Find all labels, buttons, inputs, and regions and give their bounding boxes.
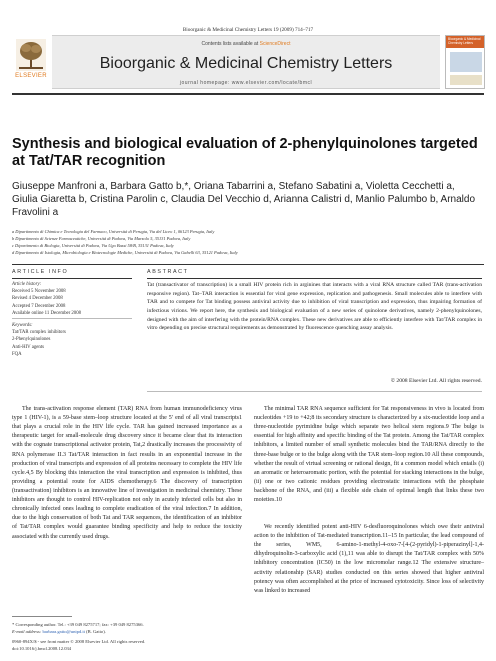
info-rule-top — [12, 264, 484, 265]
keyword-item: Anti-HIV agents — [12, 344, 45, 350]
author-email-link[interactable]: barbara.gatto@unipd.it — [42, 629, 85, 635]
header-rule — [12, 93, 484, 95]
corresponding-author-footnote — [12, 621, 242, 635]
keyword-item: FQA — [12, 351, 22, 357]
article-info-heading: ARTICLE INFO — [12, 269, 69, 275]
abstract-bottom-rule — [147, 391, 482, 392]
keyword-item: Tat/TAR complex inhibitors — [12, 330, 66, 336]
journal-cover-thumbnail — [445, 35, 485, 89]
abstract-heading: ABSTRACT — [147, 269, 189, 275]
abstract-copyright: © 2008 Elsevier Ltd. All rights reserved. — [390, 378, 482, 384]
footnote-author-line: * Corresponding author. Tel.: +39 049 8275717; fax: +39 049 8275366. — [12, 622, 144, 627]
footnote-rule — [12, 616, 72, 617]
elsevier-tree-icon — [16, 39, 46, 71]
keywords-rule — [12, 318, 132, 319]
abstract-rule — [147, 278, 482, 279]
history-online: Available online 11 December 2008 — [12, 310, 81, 316]
history-label: Article history: — [12, 282, 42, 287]
issn-line: 0960-894X/$ - see front matter © 2008 Elsevier Ltd. All rights reserved. — [12, 639, 146, 644]
affiliation-c: c Dipartimento di Biologia, Università di Padova, Via Ugo Bassi 58/B, 35131 Padova, Italy — [12, 243, 174, 249]
article-info-rule — [12, 278, 132, 279]
affiliations — [12, 228, 482, 256]
cover-title: Bioorganic & Medicinal Chemistry Letters — [448, 37, 481, 45]
abstract-text: Tat (transactivator of transcription) is a small HIV protein rich in arginines that interacts with a viral RNA structure called TAR (trans-activation responsive region). Tat–TAR interaction is essential for viral gene expression, replication and pathogenesis. Small molecules able to interfere with TAR and to compete for Tat binding possess antiviral activity due to inhibition of viral transcription and expression, thus impairing formation of infectious virions. We report here, the synthesis and biological evaluation of a new series of quinolone derivatives, namely 2-phenylquinolones, designed with the aim of interfering with the protein/RNA complex. These new derivatives are able to efficiently interfere with Tat/TAR complex in vitro depending on precise structural requirements as demonstrated by fluorescence quenching assay analysis. — [147, 282, 482, 332]
history-received: Received 5 November 2008 — [12, 289, 66, 295]
history-accepted: Accepted 7 December 2008 — [12, 303, 66, 309]
email-suffix: (B. Gatto). — [84, 629, 106, 635]
journal-title: Bioorganic & Medicinal Chemistry Letters — [99, 55, 393, 72]
keywords-label: Keywords: — [12, 323, 33, 328]
affiliation-d: d Dipartimento di Istologia, Microbiologia e Biotecnologie Mediche, Università di Padova, Via Gabelli 63, 35121 Padova, Italy — [12, 250, 238, 256]
paper-title: Synthesis and biological evaluation of 2-phenylquinolones targeted at Tat/TAR recognition — [12, 136, 478, 170]
affiliation-a: a Dipartimento di Chimica e Tecnologia del Farmaco, Università di Perugia, Via del Liceo 1, 06123 Perugia, Italy — [12, 229, 215, 234]
body-right-paragraph-1: The minimal TAR RNA sequence sufficient for Tat responsiveness in vivo is located from nucleotides +19 to +42;8 its secondary structure is characterized by a six-nucleotide loop and a three-nucleotide pyrimidine bulge which separate two helical stem regions.9 The bulge is essential for high affinity and specific binding of the Tat protein. Among the Tat/TAR complex inhibitors, a limited number of small synthetic molecules bind the TAR/RNA directly to the three-base bulge or to the bulge along with the TAR stem–loop region.10 All these compounds, whether the result of virtual screening or rational design, fit a common model which entails (i) an aromatic or heteroaromatic portion, with the potential for stacking interactions in the bulge, (ii) one or two cationic residues providing electrostatic interactions with the phosphate backbone of the RNA, and (iii) a flexible side chain of optimal length that links these two moieties.10 — [254, 406, 484, 504]
journal-citation-line: Bioorganic & Medicinal Chemistry Letters 19 (2009) 714–717 — [182, 27, 314, 33]
article-history — [12, 281, 132, 317]
keywords — [12, 322, 132, 358]
body-left-paragraph: The trans-activation response element (TAR) RNA from human immunodeficiency virus type 1 (HIV-1), is a 59-base stem–loop structure located at the 5′ end of all viral transcripts1 that plays a crucial role in the HIV life cycle. TAR has gained increased importance as a therapeutic target for small-molecule drug discovery since it became clear that its interaction with the cognate transcriptional activator protein, Tat,2 drastically increases the processivity of RNA polymerase II.3 Tat/TAR interaction in fact results in an exponential increase in the production of viral transcripts and expression of all proteins necessary to complete the HIV life cycle.4,5 By blocking this interaction the viral transcription and expression is inhibited, thus providing a potential route for AIDS chemotherapy.6 The discovery of transcription (transactivation) inhibitors is an innovative line of investigation in medicinal chemistry. These inhibitors are thought to control HIV-replication not only in acutely infected cells but also in chronically infected ones leading to complete eradication of the viral infection.7 In addition, due to the high conservation of both Tat and TAR sequences, the identification of an inhibitor of Tat/TAR complex would guarantee binding specificity and help to reduce the toxicity associated with the currently used drugs. — [12, 406, 242, 540]
contents-prefix: Contents lists available at — [201, 41, 260, 47]
keyword-item: 2-Phenylquinolones — [12, 337, 51, 343]
elsevier-logo — [12, 35, 50, 89]
sciencedirect-link[interactable]: ScienceDirect — [259, 41, 291, 47]
history-revised: Revised 4 December 2008 — [12, 296, 63, 302]
contents-line — [52, 41, 440, 47]
journal-homepage[interactable]: journal homepage: www.elsevier.com/locate/bmcl — [179, 80, 313, 86]
body-right-paragraph-2: We recently identified potent anti-HIV 6-desfluoroquinolones which owe their antiviral action to the inhibition of Tat-mediated transcription.11–15 In particular, the lead compound of the series, WM5, 6-amino-1-methyl-4-oxo-7-[4-(2-pyridyl)-1-piperazinyl]-1,4-dihydroquinolin-3-carboxylic acid (1),11 was able to disrupt the Tat/TAR complex with 50% inhibitory concentration (IC50) in the low micromolar range.12 The extensive structure–activity relationship (SAR) studies conducted on this series showed that higher antiviral potency was often accomplished at the price of increased cytotoxicity. Since loss of selectivity was linked to increased — [254, 524, 484, 594]
email-label: E-mail address: — [12, 629, 43, 635]
footer-meta — [12, 638, 242, 652]
footnote-email-line — [12, 628, 242, 635]
publisher-name: ELSEVIER — [15, 73, 47, 79]
author-list: Giuseppe Manfroni a, Barbara Gatto b,*, Oriana Tabarrini a, Stefano Sabatini a, Violetta Cecchetti a, Giulia Giaretta b, Cristina Parolin c, Claudia Del Vecchio d, Arianna Calistri d, Manlio Palumbo b, Arnaldo Fravolini a — [12, 181, 476, 218]
doi-line[interactable]: doi:10.1016/j.bmcl.2008.12.034 — [12, 646, 72, 652]
affiliation-b: b Dipartimento di Scienze Farmaceutiche, Università di Padova, Via Marzolo 5, 35131 Padova, Italy — [12, 236, 191, 242]
